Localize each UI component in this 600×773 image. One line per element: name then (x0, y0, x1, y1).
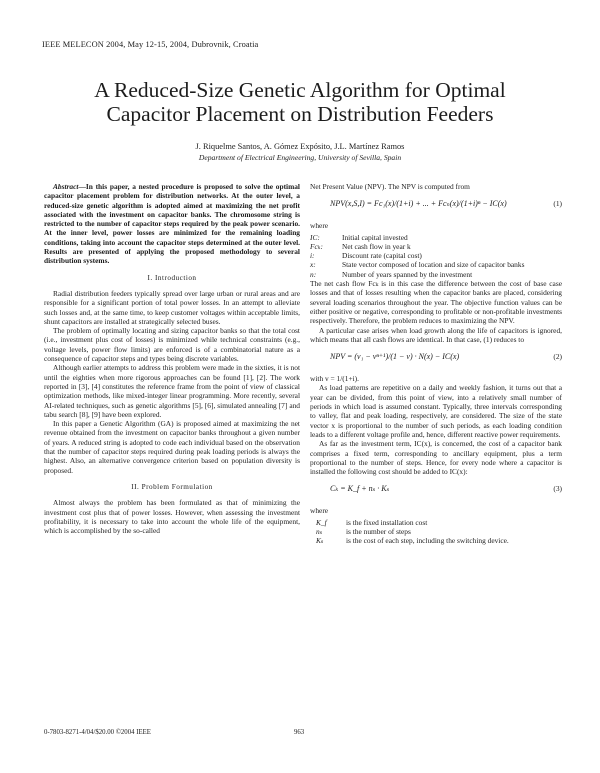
definition-item (310, 233, 562, 242)
investment-cost-paragraph: As far as the investment term, IC(x), is concerned, the cost of a capacitor bank comprises a fixed term, corresponding to ancillary equipment, plus a term proportional to the number of steps. Hence, for every node where a capacitor is installed the following cost should be added to IC(x): (310, 439, 562, 477)
load-pattern-paragraph: As load patterns are repetitive on a daily and weekly fashion, it turns out that a year can be divided, from this point of view, into a relatively small number of periods in which load is assumed constant. Typically, three intervals corresponding to valley, flat and peak loading, respectively, are considered. The size of the state vector x is proportional to the number of such periods, as each loading condition leads to a different voltage profile and, hence, different reactive power requirements. (310, 383, 562, 439)
definition-symbol: K_f (316, 517, 327, 527)
definition-text: Number of years spanned by the investment (342, 269, 473, 279)
definition-symbol: Fcₖ: (310, 241, 323, 251)
definition-item (310, 527, 562, 536)
npv-intro: Net Present Value (NPV). The NPV is computed from (310, 182, 470, 191)
intro-paragraph-1: Radial distribution feeders typically spread over large urban or rural areas and are responsible for a significant portion of total power losses. In an attempt to alleviate such losses and, at the same time, to keep customer voltages within acceptable limits, shunt capacitors are installed at strategically selected buses. (44, 288, 300, 326)
section-heading-problem-formulation: II. Problem Formulation (131, 482, 213, 491)
right-column (310, 182, 562, 546)
copyright-footer: 0-7803-8271-4/04/$20.00 ©2004 IEEE (44, 729, 151, 736)
left-column (44, 182, 300, 535)
definition-symbol: Kₛ (316, 536, 324, 546)
paper-title-line-2: Capacitor Placement on Distribution Feeders (106, 102, 494, 126)
definition-item (310, 260, 562, 269)
load-growth-paragraph: A particular case arises when load growth along the life of capacitors is ignored, which means that all cash flows are identical. In that case, (1) reduces to (310, 325, 562, 344)
definition-text: is the cost of each step, including the switching device. (346, 536, 509, 546)
definition-item (310, 251, 562, 260)
intro-paragraph-3: Although earlier attempts to address this problem were made in the sixties, it is not until the eighties when more rigorous approaches can be found [1], [2]. The work reported in [3], [4] constitutes the reference frame from the point of view of classical optimization methods, like mixed-integer linear programming. More recently, several AI-related techniques, such as genetic algorithms [5], [6], simulated annealing [7] and tabu search [8], [9] have been explored. (44, 363, 300, 419)
equation-1-body: NPV(x,S,I) = Fc₁(x)/(1+i) + ... + Fcₙ(x)/(1+i)ⁿ − IC(x) (330, 199, 507, 209)
definition-text: State vector composed of location and size of capacitor banks (342, 260, 525, 270)
definition-text: is the fixed installation cost (346, 517, 428, 527)
affiliation: Department of Electrical Engineering, University of Sevilla, Spain (198, 153, 402, 162)
definition-text: Initial capital invested (342, 232, 408, 242)
equation-2-body: NPV = (v₁ − vⁿ⁺¹)/(1 − v) · N(x) − IC(x) (330, 352, 460, 362)
section-heading-introduction: I. Introduction (147, 273, 197, 282)
definition-item (310, 536, 562, 545)
equation-3-body: Cₖ = K_f + nₛ · Kₛ (330, 484, 390, 494)
authors: J. Riquelme Santos, A. Gómez Expósito, J.L. Martínez Ramos (195, 142, 405, 151)
definition-symbol: nₛ (316, 527, 323, 537)
definition-text: Net cash flow in year k (342, 241, 411, 251)
definition-symbol: n: (310, 269, 317, 279)
equation-2-number: (2) (553, 352, 562, 362)
definition-symbol: i: (310, 251, 315, 261)
discount-factor-note: with v = 1/(1+i). (310, 374, 359, 384)
where-label-1: where (310, 221, 329, 231)
definition-item (310, 242, 562, 251)
definition-list-2 (310, 518, 562, 546)
definition-text: is the number of steps (346, 527, 411, 537)
intro-paragraph-4: In this paper a Genetic Algorithm (GA) is proposed aimed at maximizing the net revenue obtained from the investment on capacitor banks throughout a given number of years. A reduced string is adopted to code each individual based on the observation that the number of capacitor steps required during peak loading periods is always the highest. Also, an alternative convergence criterion based on population diversity is proposed. (44, 419, 300, 475)
page-number: 963 (294, 729, 305, 736)
equation-1 (310, 196, 562, 216)
abstract (44, 182, 300, 266)
abstract-text: —In this paper, a nested procedure is proposed to solve the optimal capacitor placement problem for distribution networks. At the outer level, a reduced-size genetic algorithm is adopted aimed at maximizing the net profit associated with the investment on capacitor banks. The chromosome string is restricted to the number of capacitor steps required by the peak power scenario. At the inner level, power losses are minimized for the remaining loading conditions, taking into account the capacitor steps determined at the outer level. Results are presented of applying the proposed methodology to several distribution systems. (44, 182, 300, 266)
definition-list-1 (310, 233, 562, 279)
conference-header: IEEE MELECON 2004, May 12-15, 2004, Dubrovnik, Croatia (42, 40, 259, 49)
where-label-2: where (310, 506, 329, 516)
problem-paragraph-1: Almost always the problem has been formulated as that of minimizing the investment cost plus that of power losses. However, when assessing the investment profitability, it is necessary to take into account the whole life of the equipment, which is accomplished by the so-called (44, 498, 300, 536)
definition-symbol: IC: (310, 232, 320, 242)
definition-symbol: x: (310, 260, 316, 270)
paper-title-line-1: A Reduced-Size Genetic Algorithm for Optimal (94, 78, 506, 102)
equation-3-number: (3) (553, 484, 562, 494)
definition-item (310, 270, 562, 279)
intro-paragraph-2: The problem of optimally locating and sizing capacitor banks so that the total cost (i.e., investment plus cost of losses) is minimized while technical constraints (e.g., voltage levels, power flow limits) are enforced is of a combinatorial nature as a consequence of capacitor steps and types being discrete variables. (44, 326, 300, 364)
cash-flow-paragraph: The net cash flow Fcₖ is in this case the difference between the cost of base case losses and that of losses resulting when the capacitor banks are placed, considering several loading scenarios throughout the year. The objective function values can be either positive or negative, corresponding to profitable or non-profitable investments respectively. Therefore, the problem reduces to maximizing the NPV. (310, 279, 562, 326)
equation-3 (310, 481, 562, 501)
equation-1-number: (1) (553, 199, 562, 209)
definition-text: Discount rate (capital cost) (342, 251, 422, 261)
definition-item (310, 518, 562, 527)
abstract-label: Abstract (53, 182, 79, 191)
equation-2 (310, 349, 562, 369)
